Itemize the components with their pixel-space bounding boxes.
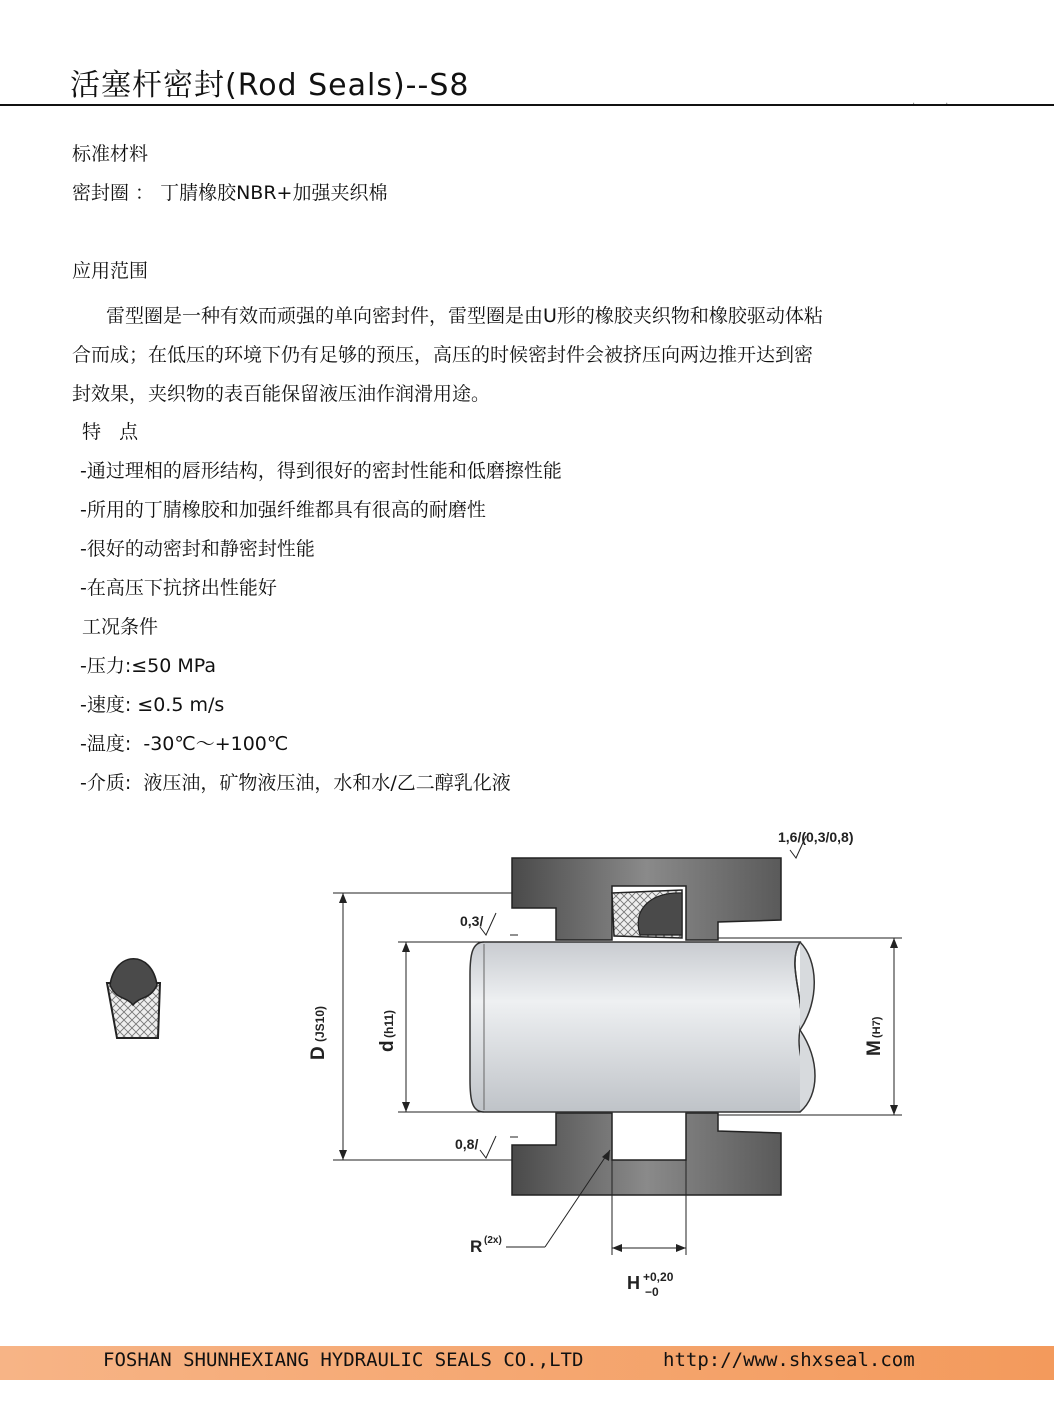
dimension-d-label: d [377,1040,398,1052]
dimension-M-tolerance: (H7) [871,1016,883,1038]
dimension-D-tolerance: (JS10) [313,1005,327,1042]
piston-rod [470,942,807,1112]
feature-item: -很好的动密封和静密封性能 [80,538,315,560]
features-heading: 特 点 [82,421,139,443]
page-title: 活塞杆密封(Rod Seals)--S8 [70,68,470,103]
footer-company-name: FOSHAN SHUNHEXIANG HYDRAULIC SEALS CO.,LTD [103,1349,584,1371]
condition-temperature: -温度: -30℃～+100℃ [80,733,289,755]
dimension-M-label: M [864,1040,885,1056]
application-line: 封效果，夹织物的表百能保留液压油作润滑用途。 [72,383,491,405]
radius-label-sup: (2x) [484,1235,502,1246]
seal-installation-drawing [0,810,1054,1330]
roughness-lower-label: 0,8/ [455,1136,479,1152]
roughness-top-label: 1,6/(0,3/0,8) [778,829,854,845]
application-line: 雷型圈是一种有效而顽强的单向密封件，雷型圈是由U形的橡胶夹织物和橡胶驱动体粘 [106,305,823,327]
materials-heading: 标准材料 [72,143,149,165]
radius-label: R [470,1237,483,1256]
seal-profile-icon [107,959,160,1038]
lower-housing [512,1113,781,1195]
roughness-upper-label: 0,3/ [460,913,484,929]
application-line: 合而成；在低压的环境下仍有足够的预压，高压的时候密封件会被挤压向两边推开达到密 [72,344,814,366]
title-divider [0,104,1054,106]
height-tolerance-upper: +0,20 [643,1270,674,1284]
feature-item: -所用的丁腈橡胶和加强纤维都具有很高的耐磨性 [80,499,486,521]
feature-item: -在高压下抗挤出性能好 [80,577,277,599]
feature-item: -通过理相的唇形结构，得到很好的密封性能和低磨擦性能 [80,460,562,482]
footer-website-link[interactable]: http://www.shxseal.com [663,1349,915,1371]
application-heading: 应用范围 [72,260,149,282]
height-tolerance-lower: −0 [645,1285,659,1299]
condition-pressure: -压力:≤50 MPa [80,655,217,677]
decorative-dots: .. [912,96,979,107]
dimension-d-tolerance: (h11) [382,1009,396,1038]
seal-ring-material: 密封圈 ： 丁腈橡胶NBR+加强夹织棉 [72,182,388,204]
condition-medium: -介质: 液压油，矿物液压油，水和水/乙二醇乳化液 [80,772,511,794]
dimension-D-label: D [308,1046,329,1060]
condition-speed: -速度: ≤0.5 m/s [80,694,225,716]
conditions-heading: 工况条件 [82,616,159,638]
height-label: H [627,1273,640,1293]
installed-seal [612,890,682,938]
application-paragraph [72,297,952,414]
